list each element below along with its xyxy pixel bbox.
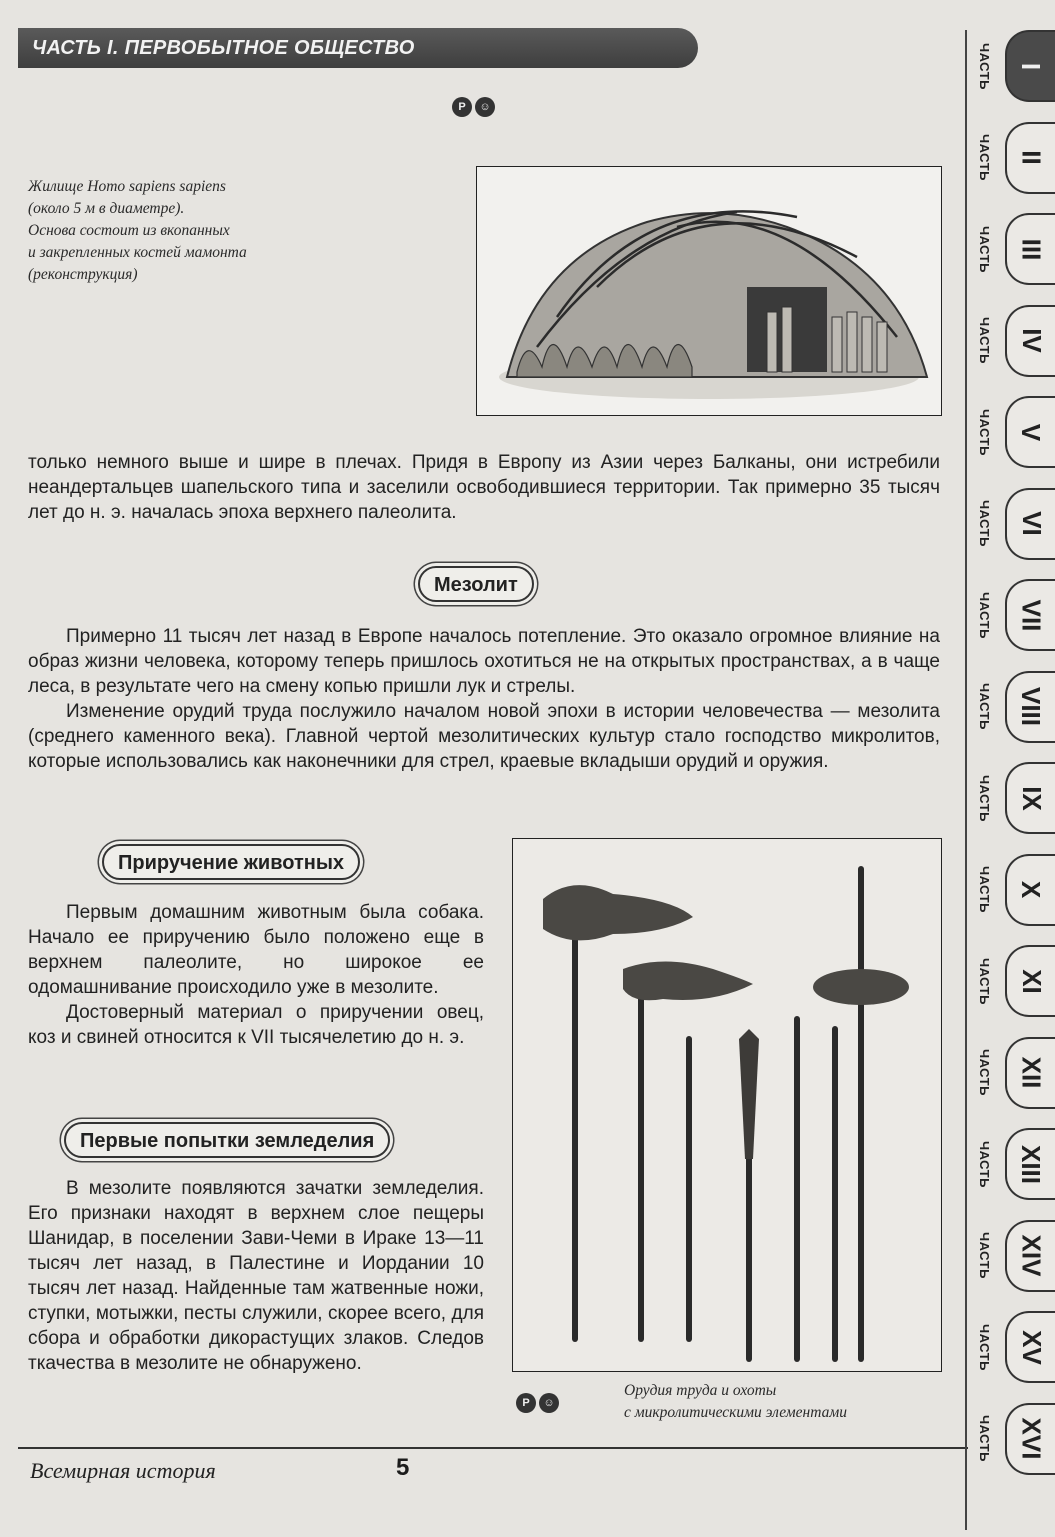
part-tab-i[interactable] xyxy=(1005,30,1055,102)
tab-label-text: ЧАСТЬ xyxy=(977,1414,993,1463)
section-header-bar xyxy=(18,28,698,68)
tab-label-text: ЧАСТЬ xyxy=(977,1231,993,1280)
dwelling-illustration xyxy=(476,166,942,416)
tab-numeral: I xyxy=(1016,62,1047,70)
part-tab-iii[interactable] xyxy=(1005,213,1055,285)
caption-line: Основа состоит из вкопанных xyxy=(28,222,230,239)
domestication-text xyxy=(28,900,484,1050)
tools-caption xyxy=(624,1380,944,1424)
tab-label-text: ЧАСТЬ xyxy=(977,591,993,639)
part-tab-xv[interactable] xyxy=(1005,1311,1055,1383)
part-tab-label xyxy=(968,1311,1002,1383)
part-tab-label xyxy=(968,122,1002,194)
heading-domestication xyxy=(102,844,360,880)
part-tab-xiii[interactable] xyxy=(1005,1128,1055,1200)
tab-label-text: ЧАСТЬ xyxy=(977,408,993,456)
paragraph: только немного выше и шире в плечах. Придя в Европу из Азии через Балканы, они истребили неандертальцев шапельского типа и заселили освободившиеся территории. Так примерно 35 тысяч лет до н. э. началась эпоха верхнего палеолита. xyxy=(28,452,940,523)
tab-label-text: ЧАСТЬ xyxy=(977,499,993,548)
tab-numeral: XVI xyxy=(1016,1417,1047,1460)
heading-agriculture xyxy=(64,1122,390,1158)
part-tab-xi[interactable] xyxy=(1005,945,1055,1017)
part-tab-label xyxy=(968,305,1002,377)
paragraph: Первым домашним животным была собака. Начало ее приручению было положено еще в верхнем палеолите, но широкое ее одомашнивание происходило уже в мезолите. xyxy=(28,902,484,998)
tab-numeral: II xyxy=(1016,150,1047,165)
tab-label-text: ЧАСТЬ xyxy=(977,1323,993,1371)
smiley-icon: ☺ xyxy=(539,1393,559,1413)
tab-numeral: X xyxy=(1016,880,1047,899)
tab-label-text: ЧАСТЬ xyxy=(977,225,993,273)
part-tab-xiv[interactable] xyxy=(1005,1220,1055,1292)
part-tab-label xyxy=(968,1128,1002,1200)
paragraph: Изменение орудий труда послужило началом новой эпохи в истории человечества — мезолита (среднего каменного века). Главной чертой мезолитических культур стало господство микролитов, которые использовались как наконечники для стрел, краевые вкладыши орудий и оружия. xyxy=(28,701,940,772)
section-title: ЧАСТЬ I. ПЕРВОБЫТНОЕ ОБЩЕСТВО xyxy=(32,37,415,59)
part-tab-x[interactable] xyxy=(1005,854,1055,926)
part-tab-label xyxy=(968,671,1002,743)
part-tab-label xyxy=(968,30,1002,102)
part-tab-label xyxy=(968,488,1002,560)
intro-paragraph xyxy=(28,450,940,525)
stone-tools-icon xyxy=(513,839,941,1371)
tab-numeral: VII xyxy=(1016,599,1047,631)
tab-label-text: ЧАСТЬ xyxy=(977,1140,993,1188)
tab-numeral: III xyxy=(1016,238,1047,260)
tab-numeral: IV xyxy=(1016,328,1047,353)
book-title: Всемирная история xyxy=(30,1458,216,1483)
tools-photo xyxy=(512,838,942,1372)
section-badge-bottom xyxy=(516,1393,559,1413)
paragraph: Примерно 11 тысяч лет назад в Европе началось потепление. Это оказало огромное влияние на образ жизни человека, которому теперь пришлось охотиться не на открытых пространствах, а в чаще леса, в результате чего на смену копью пришли лук и стрелы. xyxy=(28,626,940,697)
caption-line: и закрепленных костей мамонта xyxy=(28,244,247,261)
tab-numeral: VIII xyxy=(1016,686,1047,727)
tab-label-text: ЧАСТЬ xyxy=(977,865,993,914)
tab-numeral: XIV xyxy=(1016,1234,1047,1277)
mesolith-text xyxy=(28,624,940,774)
heading-text: Первые попытки земледелия xyxy=(80,1130,375,1152)
reading-icon: Р xyxy=(452,97,472,117)
footer-divider xyxy=(18,1447,968,1449)
tab-label-text: ЧАСТЬ xyxy=(977,774,993,822)
heading-text: Приручение животных xyxy=(118,852,345,874)
heading-text: Мезолит xyxy=(434,574,518,596)
part-tab-xii[interactable] xyxy=(1005,1037,1055,1109)
part-tab-v[interactable] xyxy=(1005,396,1055,468)
part-tab-label xyxy=(968,579,1002,651)
part-tab-vi[interactable] xyxy=(1005,488,1055,560)
part-tab-label xyxy=(968,1037,1002,1109)
caption-line: (реконструкция) xyxy=(28,266,138,283)
heading-mesolith xyxy=(418,566,534,602)
tab-label-text: ЧАСТЬ xyxy=(977,1048,993,1097)
part-tab-label xyxy=(968,762,1002,834)
part-tab-vii[interactable] xyxy=(1005,579,1055,651)
side-divider xyxy=(965,30,967,1530)
tab-numeral: IX xyxy=(1016,785,1047,811)
caption-line: Орудия труда и охоты xyxy=(624,1382,777,1399)
tab-numeral: XV xyxy=(1016,1329,1047,1365)
part-tab-label xyxy=(968,213,1002,285)
dwelling-caption xyxy=(28,176,468,286)
paragraph: В мезолите появляются зачатки земледелия. Его признаки находят в верхнем слое пещеры Шанидар, в поселении Зави-Чеми в Ираке 13—11 тысяч лет назад, в Палестине и Иордании 10 тысяч лет назад. Найденные там жатвенные ножи, ступки, мотыжки, песты служили, скорее всего, для сбора и обработки дикорастущих злаков. Следов ткачества в мезолите не обнаружено. xyxy=(28,1178,484,1374)
tab-label-text: ЧАСТЬ xyxy=(977,42,993,90)
reading-icon: Р xyxy=(516,1393,536,1413)
tab-label-text: ЧАСТЬ xyxy=(977,133,993,182)
part-tab-label xyxy=(968,945,1002,1017)
tab-numeral: XII xyxy=(1016,1056,1047,1089)
agriculture-text xyxy=(28,1176,484,1376)
caption-line: с микролитическими элементами xyxy=(624,1404,848,1421)
paragraph: Достоверный материал о приручении овец, коз и свиней относится к VII тысячелетию до н. э. xyxy=(28,1002,484,1048)
part-tab-xvi[interactable] xyxy=(1005,1403,1055,1475)
tab-numeral: XI xyxy=(1016,968,1047,994)
tab-numeral: V xyxy=(1016,423,1047,441)
part-tab-label xyxy=(968,396,1002,468)
part-tab-viii[interactable] xyxy=(1005,671,1055,743)
tab-label-text: ЧАСТЬ xyxy=(977,957,993,1005)
part-tab-ii[interactable] xyxy=(1005,122,1055,194)
tab-numeral: XIII xyxy=(1016,1144,1047,1184)
part-tab-label xyxy=(968,1403,1002,1475)
caption-line: Жилище Homo sapiens sapiens xyxy=(28,178,226,195)
tab-label-text: ЧАСТЬ xyxy=(977,316,993,365)
part-tab-ix[interactable] xyxy=(1005,762,1055,834)
caption-line: (около 5 м в диаметре). xyxy=(28,200,185,217)
part-tab-label xyxy=(968,854,1002,926)
part-tab-label xyxy=(968,1220,1002,1292)
page-number: 5 xyxy=(396,1454,410,1481)
tab-label-text: ЧАСТЬ xyxy=(977,682,993,731)
smiley-icon: ☺ xyxy=(475,97,495,117)
mammoth-bone-dwelling-icon xyxy=(477,167,941,415)
section-badge-top xyxy=(452,97,495,117)
tab-numeral: VI xyxy=(1016,511,1047,536)
part-tab-iv[interactable] xyxy=(1005,305,1055,377)
